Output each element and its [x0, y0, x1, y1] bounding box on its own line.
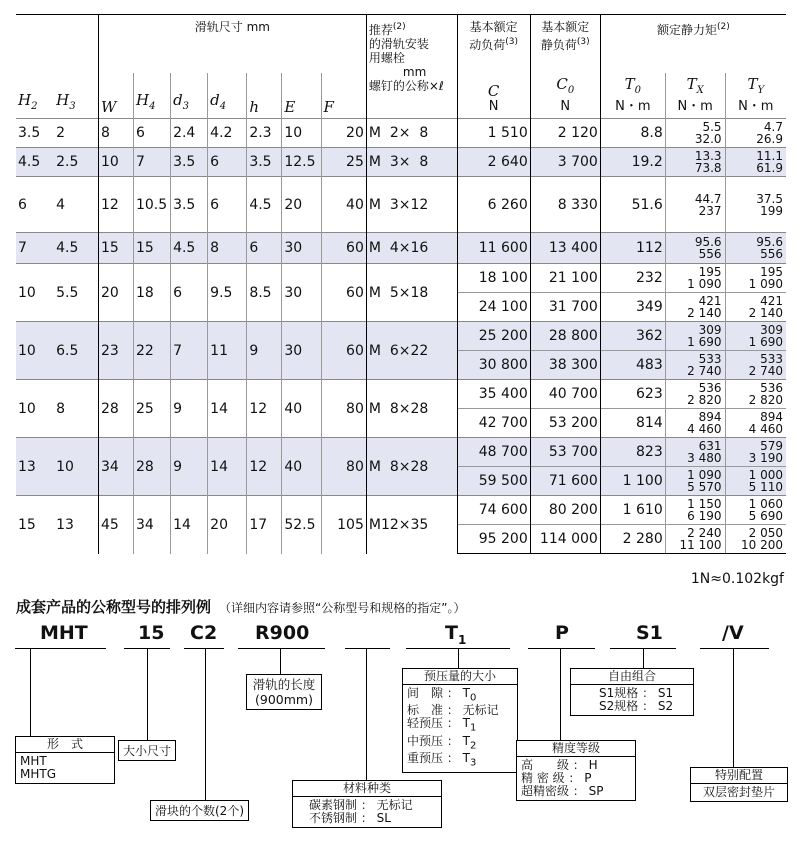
cell-H4: 18: [133, 264, 170, 322]
cell-T0: 483: [600, 351, 665, 380]
cell-TY: 2 050 10 200: [725, 525, 786, 554]
table-body: [16, 119, 786, 554]
cell-T0: 349: [600, 293, 665, 322]
cell-TY: 309 1 690: [725, 322, 786, 351]
cell-TX: 309 1 690: [665, 322, 725, 351]
cell-d3: 6: [171, 264, 208, 322]
table-row: [16, 264, 786, 293]
cell-H3: 2.5: [54, 148, 98, 177]
cell-d3: 7: [171, 322, 208, 380]
cell-H2: 10: [16, 322, 54, 380]
underline-series: [15, 648, 106, 649]
cell-H4: 34: [133, 496, 170, 554]
bolt-header: 推荐$^{(2)}$ 的滑轨安装 用螺栓 mm 螺钉的公称×ℓ: [366, 15, 457, 119]
cell-E: 30: [282, 233, 321, 264]
cell-TY: 4.7 26.9: [725, 119, 786, 148]
table-row: [16, 177, 786, 233]
connector-line: [733, 648, 734, 767]
cell-d3: 9: [171, 438, 208, 496]
cell-bolt: M 8×28: [366, 438, 457, 496]
cell-C: 42 700: [457, 409, 530, 438]
connector-line: [30, 648, 31, 736]
cell-TX: 536 2 820: [665, 380, 725, 409]
cell-d4: 6: [208, 148, 247, 177]
cell-H2: 7: [16, 233, 54, 264]
cell-T0: 823: [600, 438, 665, 467]
cell-d3: 4.5: [171, 233, 208, 264]
box-material: 材料种类 碳素钢制 ： 无标记 不锈钢制 ： SL: [292, 780, 442, 828]
cell-TX: 195 1 090: [665, 264, 725, 293]
cell-W: 8: [98, 119, 133, 148]
box-special: 特别配置 双层密封垫片: [690, 767, 788, 802]
box-blocks: 滑块的个数(2个): [150, 800, 249, 821]
cell-h: 12: [247, 438, 282, 496]
cell-TX: 1 150 6 190: [665, 496, 725, 525]
cell-H2: 13: [16, 438, 54, 496]
cell-T0: 1 100: [600, 467, 665, 496]
cell-bolt: M 8×28: [366, 380, 457, 438]
cell-E: 52.5: [282, 496, 321, 554]
cell-TY: 37.5 199: [725, 177, 786, 233]
cell-W: 45: [98, 496, 133, 554]
cell-F: 60: [321, 322, 366, 380]
cell-d3: 9: [171, 380, 208, 438]
cell-C: 95 200: [457, 525, 530, 554]
C-header: 基本额定 动负荷$^{(3)}$: [457, 15, 530, 74]
cell-F: 80: [321, 380, 366, 438]
cell-T0: 8.8: [600, 119, 665, 148]
cell-H4: 7: [133, 148, 170, 177]
cell-T0: 51.6: [600, 177, 665, 233]
table-row: [16, 438, 786, 467]
col-T0: $T_0$ N・m: [600, 73, 665, 119]
connector-line: [560, 648, 561, 740]
cell-H3: 4: [54, 177, 98, 233]
cell-C0: 28 800: [530, 322, 600, 351]
cell-W: 10: [98, 148, 133, 177]
table-row: [16, 496, 786, 525]
col-d4: $d_4$: [208, 73, 247, 119]
unit-note: 1N≈0.102kgf: [690, 571, 784, 587]
cell-d4: 14: [208, 380, 247, 438]
cell-C0: 2 120: [530, 119, 600, 148]
col-h: h: [247, 73, 282, 119]
cell-d3: 3.5: [171, 177, 208, 233]
cell-F: 105: [321, 496, 366, 554]
cell-d4: 9.5: [208, 264, 247, 322]
code-accuracy: P: [555, 622, 569, 644]
cell-TX: 95.6 556: [665, 233, 725, 264]
cell-d4: 6: [208, 177, 247, 233]
cell-C0: 38 300: [530, 351, 600, 380]
cell-H3: 8: [54, 380, 98, 438]
code-series: MHT: [40, 622, 88, 644]
cell-d4: 8: [208, 233, 247, 264]
cell-TY: 95.6 556: [725, 233, 786, 264]
cell-TY: 11.1 61.9: [725, 148, 786, 177]
cell-C: 35 400: [457, 380, 530, 409]
cell-TY: 1 060 5 690: [725, 496, 786, 525]
cell-F: 60: [321, 233, 366, 264]
cell-C: 48 700: [457, 438, 530, 467]
cell-T0: 362: [600, 322, 665, 351]
cell-C0: 71 600: [530, 467, 600, 496]
box-length: 滑轨的长度 (900mm): [246, 674, 322, 710]
table-row: [16, 148, 786, 177]
box-size: 大小尺寸: [118, 740, 176, 761]
cell-C: 24 100: [457, 293, 530, 322]
cell-C: 1 510: [457, 119, 530, 148]
cell-T0: 19.2: [600, 148, 665, 177]
cell-d3: 3.5: [171, 148, 208, 177]
cell-H2: 10: [16, 380, 54, 438]
cell-C: 2 640: [457, 148, 530, 177]
cell-H4: 10.5: [133, 177, 170, 233]
cell-T0: 623: [600, 380, 665, 409]
example-title: 成套产品的公称型号的排列例 （详细内容请参照“公称型号和规格的指定”。）: [16, 598, 466, 616]
connector-line: [205, 648, 206, 801]
cell-C: 6 260: [457, 177, 530, 233]
cell-TX: 631 3 480: [665, 438, 725, 467]
cell-F: 20: [321, 119, 366, 148]
cell-TX: 5.5 32.0: [665, 119, 725, 148]
cell-H3: 10: [54, 438, 98, 496]
underline-special: [700, 648, 769, 649]
cell-W: 23: [98, 322, 133, 380]
code-size: 15: [138, 622, 165, 644]
C0-header: 基本额定 静负荷$^{(3)}$: [530, 15, 600, 74]
cell-F: 40: [321, 177, 366, 233]
cell-H4: 15: [133, 233, 170, 264]
cell-bolt: M 6×22: [366, 322, 457, 380]
col-TY: $T_Y$ N・m: [725, 73, 786, 119]
cell-h: 2.3: [247, 119, 282, 148]
cell-T0: 814: [600, 409, 665, 438]
cell-E: 20: [282, 177, 321, 233]
box-type: 形 式 MHT MHTG: [15, 736, 115, 784]
cell-E: 30: [282, 264, 321, 322]
table-row: [16, 322, 786, 351]
cell-C: 25 200: [457, 322, 530, 351]
cell-bolt: M 2× 8: [366, 119, 457, 148]
cell-W: 28: [98, 380, 133, 438]
connector-line: [458, 648, 459, 668]
cell-bolt: M 5×18: [366, 264, 457, 322]
code-blocks: C2: [190, 622, 218, 644]
cell-T0: 112: [600, 233, 665, 264]
cell-C0: 3 700: [530, 148, 600, 177]
cell-C: 30 800: [457, 351, 530, 380]
cell-H2: 15: [16, 496, 54, 554]
cell-C: 74 600: [457, 496, 530, 525]
cell-TX: 13.3 73.8: [665, 148, 725, 177]
cell-H2: 3.5: [16, 119, 54, 148]
spec-table: [16, 14, 786, 554]
cell-T0: 232: [600, 264, 665, 293]
cell-T0: 1 610: [600, 496, 665, 525]
cell-h: 3.5: [247, 148, 282, 177]
code-preload: $T_1$: [445, 622, 467, 647]
connector-line: [643, 648, 644, 668]
cell-H4: 22: [133, 322, 170, 380]
cell-h: 8.5: [247, 264, 282, 322]
col-H2: $H_2$: [18, 91, 38, 112]
underline-length: [238, 648, 325, 649]
connector-line: [280, 648, 281, 674]
col-C0: $C_0$ N: [530, 73, 600, 119]
box-combo: 自由组合 S1规格 ： S1 S2规格 ： S2: [570, 668, 694, 716]
box-accuracy: 精度等级 高 级 ： H 精 密 级 ： P 超精密级 ： SP: [516, 740, 636, 801]
col-TX: $T_X$ N・m: [665, 73, 725, 119]
code-length: R900: [255, 622, 310, 644]
col-W: W: [98, 73, 133, 119]
cell-W: 34: [98, 438, 133, 496]
cell-TY: 533 2 740: [725, 351, 786, 380]
cell-C0: 114 000: [530, 525, 600, 554]
connector-line: [366, 648, 367, 780]
cell-H3: 6.5: [54, 322, 98, 380]
cell-E: 30: [282, 322, 321, 380]
cell-bolt: M 3×12: [366, 177, 457, 233]
cell-H3: 5.5: [54, 264, 98, 322]
cell-E: 12.5: [282, 148, 321, 177]
cell-E: 10: [282, 119, 321, 148]
col-C: C N: [457, 73, 530, 119]
col-E: E: [282, 73, 321, 119]
cell-TY: 536 2 820: [725, 380, 786, 409]
code-special: /V: [722, 622, 744, 644]
cell-h: 4.5: [247, 177, 282, 233]
cell-d4: 4.2: [208, 119, 247, 148]
cell-bolt: M 4×16: [366, 233, 457, 264]
cell-d3: 14: [171, 496, 208, 554]
cell-F: 80: [321, 438, 366, 496]
cell-W: 15: [98, 233, 133, 264]
cell-C: 11 600: [457, 233, 530, 264]
underline-blocks: [184, 648, 224, 649]
cell-H3: 13: [54, 496, 98, 554]
cell-H4: 25: [133, 380, 170, 438]
cell-H2: 4.5: [16, 148, 54, 177]
col-d3: $d_3$: [171, 73, 208, 119]
cell-T0: 2 280: [600, 525, 665, 554]
cell-H2: 6: [16, 177, 54, 233]
connector-line: [147, 648, 148, 740]
col-H4: $H_4$: [133, 73, 170, 119]
cell-h: 12: [247, 380, 282, 438]
box-preload: 预压量的大小 间 隙 ： $T_0$ 标 准 ： 无标记 轻预压 ： $T_1$ 中预压 ： $T_2$ 重预压 ： $T_3$: [402, 668, 518, 773]
rail-dims-header: 滑轨尺寸 mm: [98, 15, 366, 74]
cell-C: 18 100: [457, 264, 530, 293]
cell-C0: 80 200: [530, 496, 600, 525]
cell-h: 9: [247, 322, 282, 380]
table-row: [16, 119, 786, 148]
cell-TX: 2 240 11 100: [665, 525, 725, 554]
cell-TY: 579 3 190: [725, 438, 786, 467]
cell-TX: 44.7 237: [665, 177, 725, 233]
underline-material: [345, 648, 390, 649]
cell-TX: 894 4 460: [665, 409, 725, 438]
cell-C0: 40 700: [530, 380, 600, 409]
underline-accuracy: [528, 648, 595, 649]
cell-h: 17: [247, 496, 282, 554]
code-combo: S1: [636, 622, 663, 644]
cell-C: 59 500: [457, 467, 530, 496]
table-row: [16, 233, 786, 264]
cell-C0: 8 330: [530, 177, 600, 233]
cell-C0: 31 700: [530, 293, 600, 322]
cell-TX: 533 2 740: [665, 351, 725, 380]
cell-C0: 21 100: [530, 264, 600, 293]
cell-E: 40: [282, 380, 321, 438]
cell-W: 12: [98, 177, 133, 233]
cell-H3: 4.5: [54, 233, 98, 264]
cell-F: 25: [321, 148, 366, 177]
cell-W: 20: [98, 264, 133, 322]
cell-H2: 10: [16, 264, 54, 322]
cell-C0: 53 200: [530, 409, 600, 438]
cell-TX: 1 090 5 570: [665, 467, 725, 496]
cell-TX: 421 2 140: [665, 293, 725, 322]
table-header: [16, 15, 786, 119]
cell-H4: 28: [133, 438, 170, 496]
cell-TY: 195 1 090: [725, 264, 786, 293]
table-row: [16, 380, 786, 409]
cell-H4: 6: [133, 119, 170, 148]
cell-bolt: M 3× 8: [366, 148, 457, 177]
cell-h: 6: [247, 233, 282, 264]
cell-d4: 11: [208, 322, 247, 380]
col-F: F: [321, 73, 366, 119]
cell-TY: 421 2 140: [725, 293, 786, 322]
cell-d3: 2.4: [171, 119, 208, 148]
cell-C0: 53 700: [530, 438, 600, 467]
cell-C0: 13 400: [530, 233, 600, 264]
cell-H3: 2: [54, 119, 98, 148]
col-H3: $H_3$: [56, 91, 76, 112]
cell-TY: 1 000 5 110: [725, 467, 786, 496]
cell-d4: 14: [208, 438, 247, 496]
cell-bolt: M12×35: [366, 496, 457, 554]
cell-F: 60: [321, 264, 366, 322]
cell-d4: 20: [208, 496, 247, 554]
cell-TY: 894 4 460: [725, 409, 786, 438]
moment-header: 额定静力矩$^{(2)}$: [600, 15, 786, 74]
cell-E: 40: [282, 438, 321, 496]
